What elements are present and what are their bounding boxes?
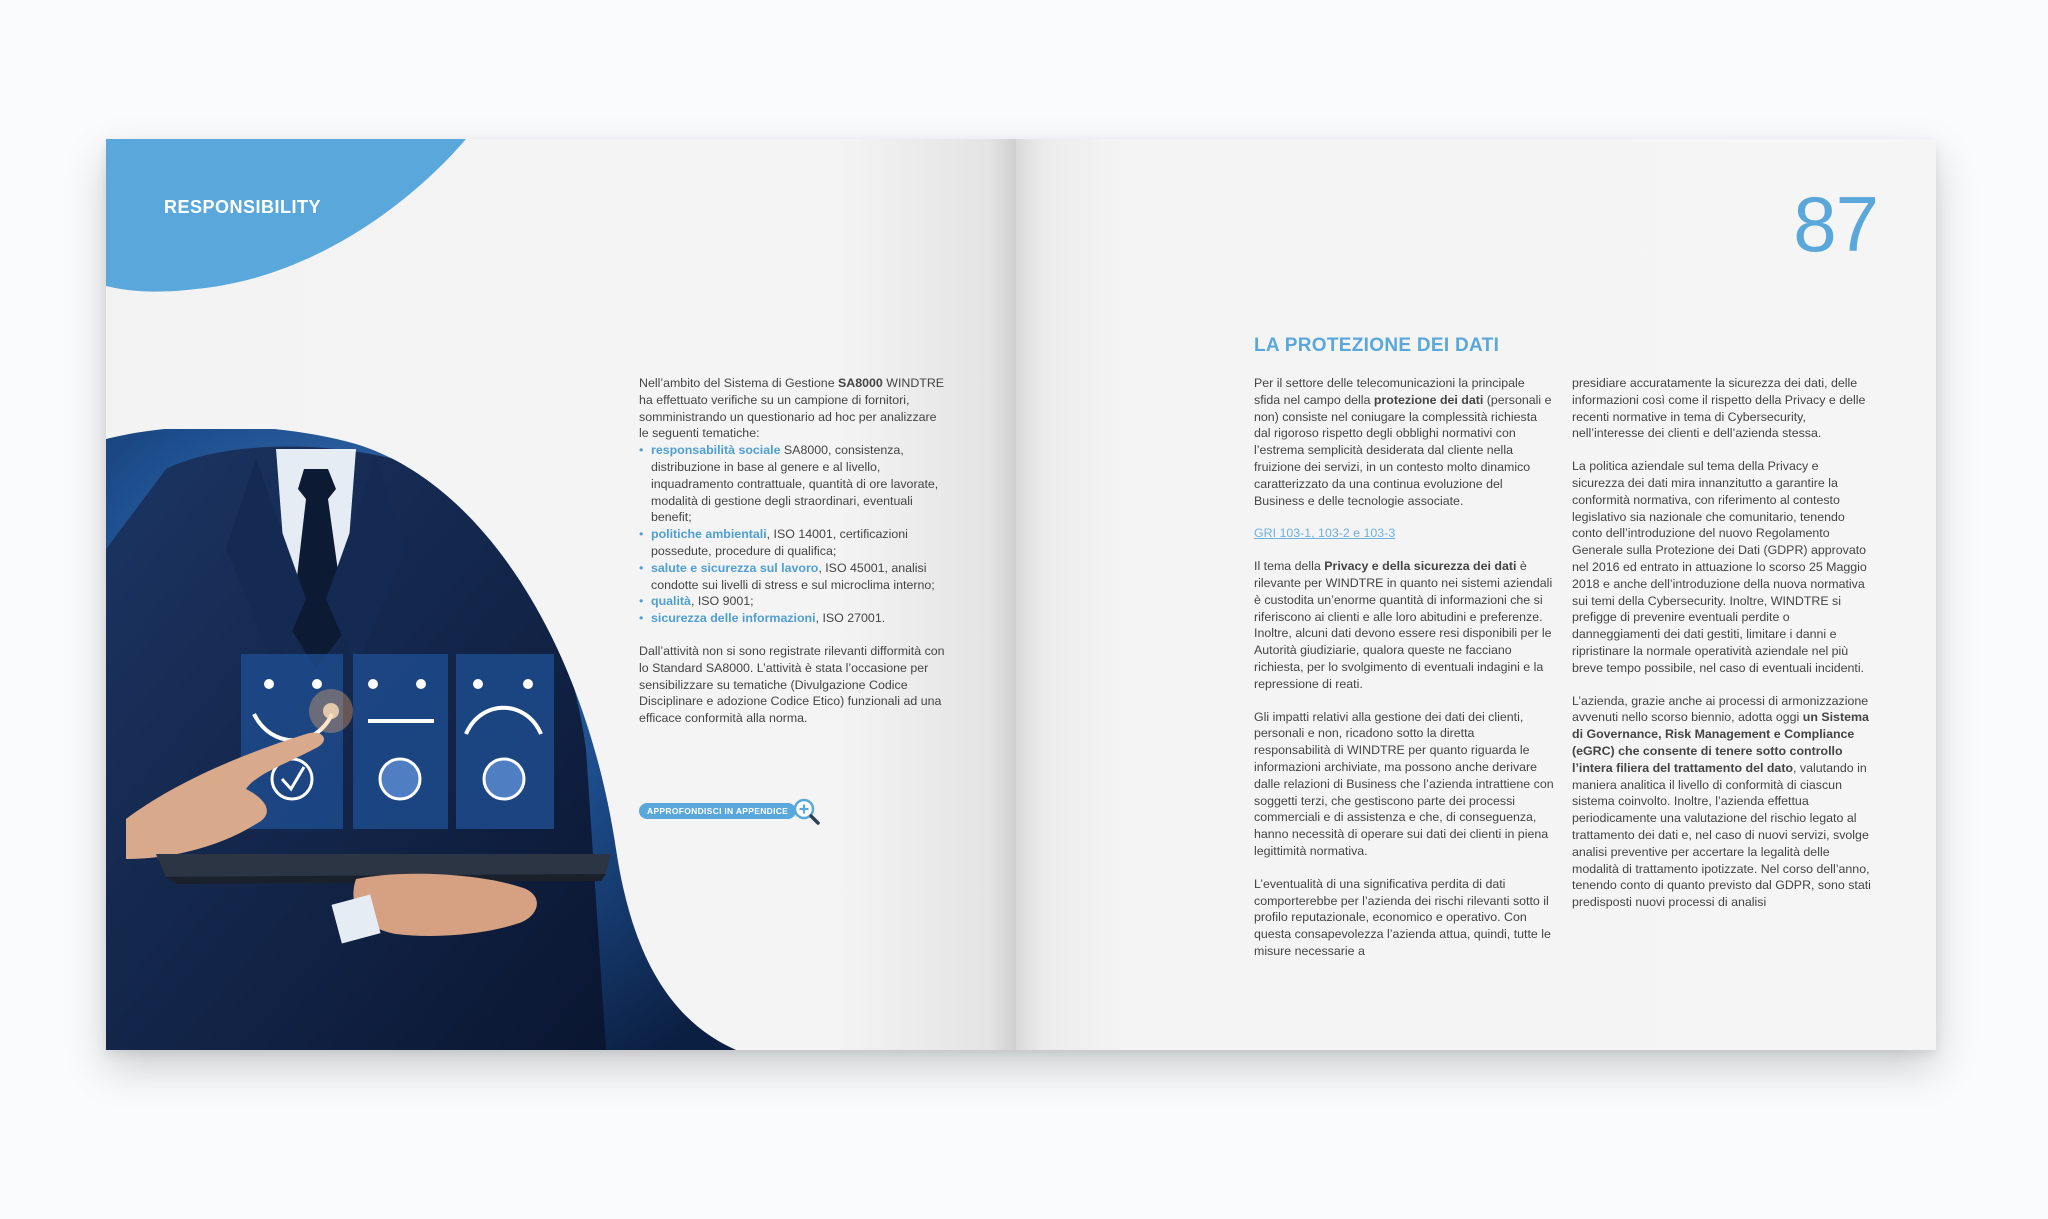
list-item: • responsabilità sociale SA8000, consistenza, distribuzione in base al genere e al livello, inquadramento contrattuale, quantità di ore lavorate, modalità di gestione degli straordinari, eventuali benefit; — [639, 442, 949, 526]
gri-reference-link[interactable]: GRI 103-1, 103-2 e 103-3 — [1254, 526, 1396, 541]
intro-paragraph: Nell’ambito del Sistema di Gestione SA8000 WINDTRE ha effettuato verifiche su un campione di fornitori, somministrando un questionario ad hoc per analizzare le seguenti tematiche: — [639, 376, 945, 441]
appendix-button-label: APPROFONDISCI IN APPENDICE — [639, 803, 796, 819]
topics-list — [639, 442, 949, 627]
text-column-2 — [1572, 375, 1872, 911]
list-item: • salute e sicurezza sul lavoro, ISO 45001, analisi condotte sui livelli di stress e sul microclima interno; — [639, 560, 949, 594]
paragraph: La politica aziendale sul tema della Privacy e sicurezza dei dati mira innanzitutto a garantire la conformità normativa, con riferimento al contesto legislativo sia nazionale che comunitario, tenendo conto dell’introduzione del nuovo Regolamento Generale sulla Protezione dei Dati (GDPR) approvato nel 2016 ed entrato in attuazione lo scorso 25 Maggio 2018 e anche dell’introduzione della nuova normativa sui temi della Cybersecurity. Inoltre, WINDTRE si prefigge di prevenire eventuali perdite o danneggiamenti dei dati gestiti, limitare i danni e ripristinare la normale operatività aziendale nel più breve tempo possibile, nel caso di eventuali incidenti. — [1572, 459, 1867, 675]
magnifier-plus-icon — [792, 797, 822, 825]
paragraph: L’azienda, grazie anche ai processi di armonizzazione avvenuti nello scorso biennio, adotta oggi un Sistema di Governance, Risk Management e Compliance (eGRC) che consente di tenere sotto controllo l’intera filiera del trattamento del dato, valutando in maniera analitica il livello di conformità di ciascun sistema coinvolto. Inoltre, l’azienda effettua periodicamente una valutazione del rischio legato al trattamento dei dati e, nel caso di nuovi servizi, svolge analisi preventive per accertare la legalità delle modalità di trattamento ipotizzate. Nel corso dell’anno, tenendo conto di quanto previsto dal GDPR, sono stati predisposti nuovi processi di analisi — [1572, 693, 1871, 910]
paragraph: L’eventualità di una significativa perdita di dati comporterebbe per l’azienda dei rischi rilevanti sotto il profilo reputazionale, economico e operativo. Con questa consapevolezza l’azienda attua, quindi, tutte le misure necessarie a — [1254, 876, 1551, 958]
closing-paragraph: Dall’attività non si sono registrate rilevanti difformità con lo Standard SA8000. L’attività è stata l’occasione per sensibilizzare su tematiche (Divulgazione Codice Disciplinare e adozione Codice Etico) funzionali ad una efficace conformità alla norma. — [639, 643, 945, 726]
list-item: • sicurezza delle informazioni, ISO 27001. — [639, 610, 949, 627]
paragraph: Gli impatti relativi alla gestione dei dati dei clienti, personali e non, ricadono sotto la diretta responsabilità di WINDTRE per quanto riguarda le informazioni archiviate, ma possono anche derivare dalle relazioni di Business che l’azienda intrattiene con soggetti terzi, che gestiscono parte dei processi commerciali e di assistenza e che, di conseguenza, hanno necessità di operare sui dati dei clienti in piena legittimità normativa. — [1254, 709, 1554, 858]
right-page — [1016, 139, 1936, 1050]
list-item: • politiche ambientali, ISO 14001, certificazioni possedute, procedure di qualifica; — [639, 526, 949, 560]
paragraph: presidiare accuratamente la sicurezza dei dati, delle informazioni così come il rispetto della Privacy e delle recenti normative in tema di Cybersecurity, nell’interesse dei clienti e dell’azienda stessa. — [1572, 376, 1866, 441]
paragraph: Il tema della Privacy e della sicurezza dei dati è rilevante per WINDTRE in quanto nei sistemi aziendali è custodita un’enorme quantità di informazioni che si riferiscono ai clienti e alle loro abitudini e preferenze. Inoltre, alcuni dati devono essere resi disponibili per le Autorità giudiziarie, qualora queste ne facciano richiesta, per lo svolgimento di eventuali indagini e la repressione di reati. — [1254, 559, 1553, 691]
appendix-button[interactable] — [639, 799, 822, 823]
section-label: RESPONSIBILITY — [164, 197, 322, 217]
corner-blue-shape — [106, 139, 506, 299]
left-body-text — [639, 375, 949, 727]
list-item: • qualità, ISO 9001; — [639, 593, 949, 610]
text-column-1 — [1254, 375, 1554, 960]
brochure-spread — [106, 139, 1936, 1050]
page-number: 87 — [1793, 180, 1878, 268]
page-title: LA PROTEZIONE DEI DATI — [1254, 335, 1500, 356]
left-page — [106, 139, 1016, 1050]
paragraph: Per il settore delle telecomunicazioni la principale sfida nel campo della protezione dei dati (personali e non) consiste nel coniugare la complessità richiesta dal rigoroso rispetto degli obblighi normativi con l’estrema semplicità desiderata dal cliente nella fruizione dei servizi, in un contesto molto dinamico caratterizzato da una continua evoluzione del Business e delle tecnologie associate. — [1254, 376, 1552, 508]
